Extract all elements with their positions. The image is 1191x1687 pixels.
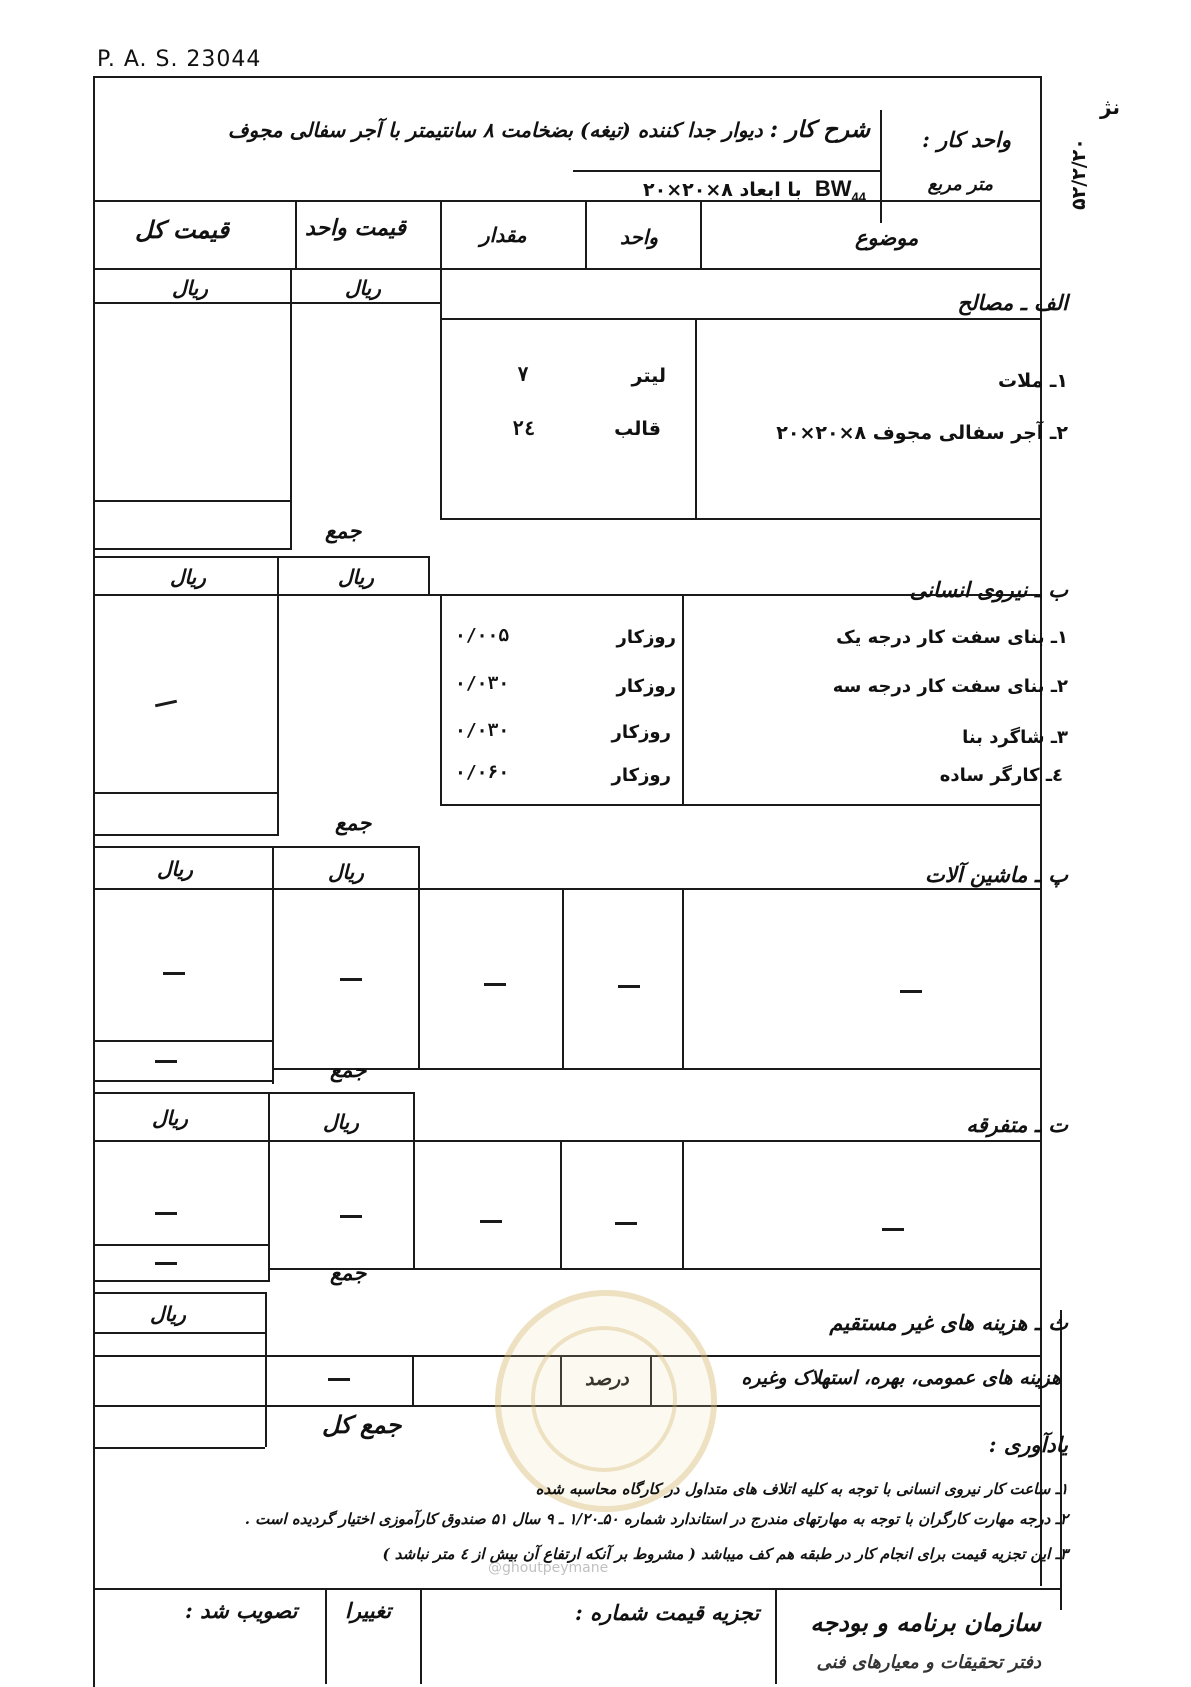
stamp-inner-ring: [531, 1326, 677, 1472]
machinery-v-qty: [418, 888, 420, 1068]
machinery-v-unit: [562, 888, 564, 1068]
note-line: ۳ـ این تجزیه قیمت برای انجام کار در طبقه هم کف میباشد ( مشروط بر آنکه ارتفاع آن بیش از ٤ متر نباشد ): [382, 1545, 1068, 1563]
side-date: ۵۲/۲/۲۰: [1068, 138, 1090, 210]
machinery-v-price-top: [418, 846, 420, 888]
header-divider: [880, 110, 882, 223]
indirect-title: ث ـ هزینه های غیر مستقیم: [829, 1310, 1068, 1335]
misc-v-unit: [560, 1140, 562, 1268]
indirect-v-qty: [412, 1355, 414, 1405]
machinery-v-subject: [682, 888, 684, 1068]
indirect-top: [93, 1292, 265, 1294]
misc-v-price-top: [413, 1092, 415, 1140]
labor-bottom: [440, 804, 1040, 806]
unit-value: متر مربع: [927, 174, 993, 195]
dash-icon: [163, 972, 185, 975]
indirect-total-bottom: [93, 1447, 265, 1449]
grand-total-label: جمع کل: [322, 1410, 402, 1439]
dash-icon: [328, 1378, 350, 1381]
dash-icon: [155, 1060, 177, 1063]
misc-v-price: [268, 1092, 270, 1282]
footer-top: [93, 1588, 1060, 1590]
currency-label: ریال: [150, 1302, 186, 1326]
labor-v-left: [93, 556, 95, 836]
org-name: سازمان برنامه و بودجه: [810, 1608, 1041, 1637]
labor-item-name: ۳ـ شاگرد بنا: [962, 727, 1068, 748]
footer-div-1: [325, 1588, 327, 1684]
misc-v-subject: [682, 1140, 684, 1268]
code-sub: 44: [851, 189, 866, 205]
indirect-row-label: هزینه های عمومی، بهره، استهلاک وغیره: [741, 1367, 1061, 1389]
material-item-qty: ۷: [517, 362, 530, 386]
misc-top: [93, 1092, 413, 1094]
labor-item-qty: ۰/۰۳۰: [455, 720, 510, 741]
materials-v-unit: [695, 318, 697, 518]
frame-top: [93, 76, 1041, 78]
misc-currency-line: [93, 1140, 1040, 1142]
labor-v-price: [277, 556, 279, 836]
notes-title: یادآوری :: [988, 1432, 1068, 1457]
materials-title: الف ـ مصالح: [957, 290, 1068, 315]
materials-v-price: [290, 268, 292, 550]
dash-icon: [615, 1222, 637, 1225]
col-unit: واحد: [620, 225, 659, 249]
dash-icon: [340, 978, 362, 981]
currency-label: ریال: [323, 1110, 359, 1134]
machinery-sum-label: جمع: [330, 1057, 367, 1082]
work-description: [228, 116, 870, 143]
labor-v-price-top: [428, 556, 430, 594]
col-total-price: قیمت کل: [135, 215, 230, 244]
machinery-title: پ ـ ماشین آلات: [924, 862, 1068, 887]
indirect-v-price: [265, 1292, 267, 1447]
currency-label: ریال: [170, 565, 206, 589]
misc-sum-bottom: [93, 1280, 268, 1282]
col-div-3: [585, 200, 587, 268]
currency-label: ریال: [172, 276, 208, 300]
labor-item-qty: ۰/۰۰۵: [455, 625, 510, 646]
machinery-sum-bottom: [93, 1080, 272, 1082]
machinery-bottom: [272, 1068, 1040, 1070]
materials-title-line: [440, 318, 1040, 320]
currency-label: ریال: [157, 857, 193, 881]
currency-label: ریال: [345, 276, 381, 300]
change-label: تغییرا: [345, 1598, 392, 1623]
dash-icon: [900, 990, 922, 993]
labor-sum-label: جمع: [335, 810, 372, 835]
machinery-sum-top: [93, 1040, 272, 1042]
labor-v-qty: [440, 594, 442, 804]
watermark-text: @ghoutpeymane: [488, 1560, 609, 1576]
labor-item-name: ٤ـ کارگر ساده: [939, 765, 1063, 786]
org-sub: دفتر تحقیقات و معیارهای فنی: [816, 1652, 1041, 1673]
currency-label: ریال: [338, 565, 374, 589]
indirect-percent-label: درصد: [585, 1368, 629, 1390]
dash-icon: [480, 1220, 502, 1223]
currency-label: ریال: [328, 860, 364, 884]
labor-item-qty: ۰/۰۳۰: [455, 673, 510, 694]
labor-top: [93, 556, 428, 558]
dash-icon: [484, 983, 506, 986]
code-block: [814, 176, 866, 205]
material-item-name: ۲ـ آجر سفالی مجوف ۸×۲۰×۲۰: [776, 422, 1068, 444]
col-subject: موضوع: [855, 225, 919, 250]
col-quantity: مقدار: [480, 223, 527, 247]
currency-label: ریال: [152, 1106, 188, 1130]
document-code: P. A. S. 23044: [97, 47, 262, 72]
side-mark: ﻧﮋ: [1100, 95, 1120, 119]
misc-sum-top: [93, 1244, 268, 1246]
materials-sum-top: [93, 500, 290, 502]
code-main: BW: [814, 176, 852, 201]
labor-sum-top: [93, 792, 277, 794]
dash-icon: [155, 700, 177, 708]
machinery-top: [93, 846, 418, 848]
labor-item-unit: روزکار: [611, 722, 671, 743]
header-underline: [573, 170, 880, 172]
labor-item-name: ۱ـ بنای سفت کار درجه یک: [836, 627, 1068, 648]
labor-item-name: ۲ـ بنای سفت کار درجه سه: [832, 676, 1068, 697]
materials-v-qty: [440, 268, 442, 518]
material-item-unit: لیتر: [631, 365, 666, 387]
footer-div-3: [775, 1588, 777, 1684]
labor-v-unit: [682, 594, 684, 804]
misc-bottom: [268, 1268, 1040, 1270]
material-item-name: ۱ـ ملات: [997, 370, 1068, 392]
note-line: ۲ـ درجه مهارت کارگران با توجه به مهارتهای مندرج در استاندارد شماره ۵۰ـ۱/۲۰ ـ ۹ سال ۵۱ صندوق کارآموزی اختیار گردیده است .: [244, 1510, 1068, 1528]
dash-icon: [618, 985, 640, 988]
work-desc-label: شرح کار :: [769, 116, 870, 143]
analysis-label: تجزیه قیمت شماره :: [575, 1600, 760, 1625]
col-unit-price: قیمت واحد: [305, 215, 407, 241]
materials-bottom: [440, 518, 1040, 520]
col-div-1: [295, 200, 297, 268]
approved-label: تصویب شد :: [185, 1598, 298, 1623]
col-div-4: [700, 200, 702, 268]
materials-currency-line: [93, 302, 440, 304]
misc-sum-label: جمع: [330, 1260, 367, 1285]
frame-left: [93, 76, 95, 1687]
machinery-v-price: [272, 846, 274, 1084]
labor-item-unit: روزکار: [616, 676, 676, 697]
dash-icon: [882, 1228, 904, 1231]
labor-item-qty: ۰/۰۶۰: [455, 762, 510, 783]
stamp-emblem: [495, 1290, 717, 1512]
col-header-top: [93, 200, 1041, 202]
materials-sum-label: جمع: [325, 518, 362, 543]
labor-item-unit: روزکار: [616, 627, 676, 648]
col-header-bottom: [93, 268, 1041, 270]
materials-sum-bottom: [93, 548, 290, 550]
col-div-2: [440, 200, 442, 268]
dash-icon: [155, 1212, 177, 1215]
note-line: ۱ـ ساعت کار نیروی انسانی با توجه به کلیه اتلاف های متداول در کارگاه محاسبه شده: [535, 1480, 1068, 1498]
material-item-qty: ۲٤: [512, 416, 537, 440]
work-desc-text: دیوار جدا کننده (تیغه) بضخامت ۸ سانتیمتر با آجر سفالی مجوف: [227, 118, 763, 142]
dims-text: با ابعاد ۸×۲۰×۲۰: [643, 179, 802, 201]
frame-right-lower: [1060, 1310, 1062, 1610]
footer-div-2: [420, 1588, 422, 1684]
labor-sum-bottom: [93, 834, 277, 836]
labor-title: ب ـ نیروی انسانی: [909, 577, 1068, 602]
dash-icon: [340, 1215, 362, 1218]
dash-icon: [155, 1262, 177, 1265]
machinery-currency-line: [93, 888, 1040, 890]
labor-item-unit: روزکار: [611, 765, 671, 786]
indirect-currency-line: [93, 1332, 265, 1334]
misc-title: ت ـ متفرقه: [966, 1112, 1068, 1137]
misc-v-qty: [413, 1140, 415, 1268]
labor-currency-line: [93, 594, 1040, 596]
unit-label: واحد کار :: [922, 127, 1011, 152]
material-item-unit: قالب: [614, 418, 661, 440]
